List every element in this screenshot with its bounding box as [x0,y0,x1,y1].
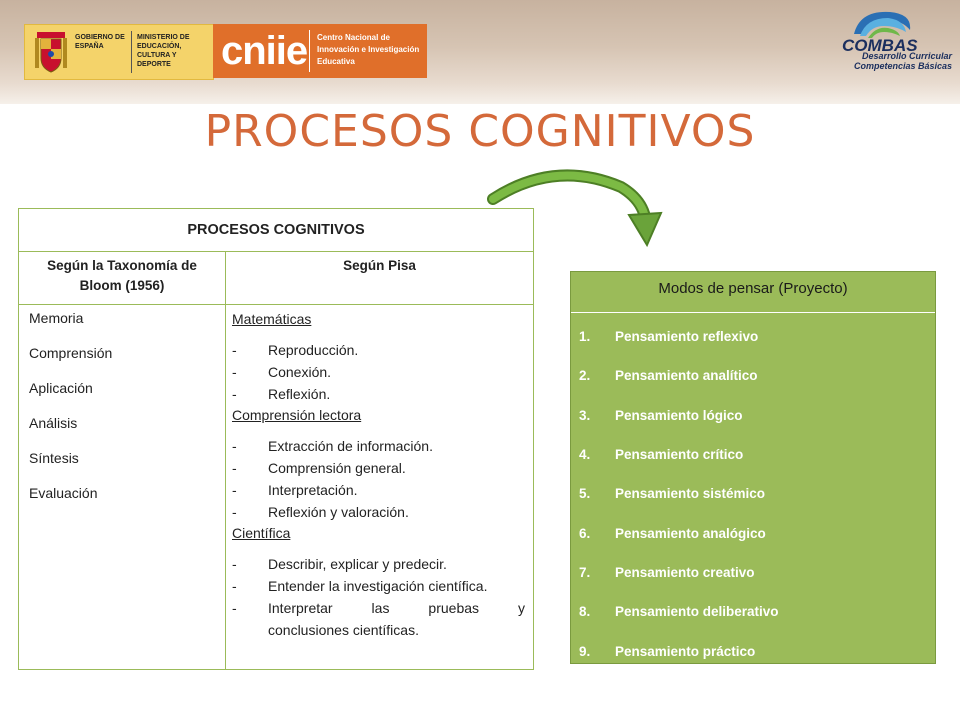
table-header: PROCESOS COGNITIVOS [19,209,534,252]
list-item-text: Describir, explicar y predecir. [268,556,447,572]
list-number: 6. [579,525,591,541]
list-item-text: Entender la investigación científica. [268,578,488,594]
spacer [232,543,525,553]
dash-marker: - [232,364,237,380]
list-item-text: Reproducción. [268,342,359,358]
list-number: 5. [579,486,591,502]
list-item: Análisis [29,415,78,431]
list-item-text: Interpretar las pruebas y [268,600,525,616]
dash-marker: - [232,578,237,594]
bloom-column-header: Según la Taxonomía de Bloom (1956) [19,252,226,305]
list-item [232,501,525,523]
spacer [232,425,525,435]
list-number: 9. [579,643,591,659]
page-title: PROCESOS COGNITIVOS [204,106,756,157]
list-item-text: Interpretación. [268,482,358,498]
list-item [232,339,525,361]
list-item: Aplicación [29,380,93,396]
ministry-label: MINISTERIO DE EDUCACIÓN, CULTURA Y DEPORTE [137,34,190,68]
list-item-label: Pensamiento creativo [615,564,755,580]
pisa-column [226,305,534,670]
dash-marker: - [232,460,237,476]
list-item [579,317,935,356]
list-item-label: Pensamiento analítico [615,368,758,384]
list-item-label: Pensamiento crítico [615,447,744,463]
dash-marker: - [232,482,237,498]
pisa-column-header: Según Pisa [226,252,534,305]
header-banner [0,0,960,104]
list-item-label: Pensamiento reflexivo [615,329,759,345]
list-item [232,435,525,457]
government-logo [24,24,214,80]
combas-wordmark: COMBAS [842,36,918,55]
math-section-title: Matemáticas [232,311,312,327]
list-item [232,553,525,575]
list-item [579,435,935,474]
reading-section-title: Comprensión lectora [232,407,362,423]
dash-marker: - [232,556,237,572]
combas-subtitle: Desarrollo Curricular Competencias Básicas [853,51,952,71]
list-item-text: Extracción de información. [268,438,433,454]
list-number: 2. [579,368,591,384]
list-number: 8. [579,604,591,620]
list-number: 1. [579,329,591,345]
list-item-continuation [232,619,525,641]
list-item [232,479,525,501]
cniie-subtitle: Centro Nacional de Innovación e Investigación Educativa [317,33,420,66]
list-item [232,575,525,597]
list-item: Evaluación [29,485,98,501]
list-item [232,361,525,383]
thinking-modes-list [571,313,935,671]
list-item [579,592,935,631]
list-item-label: Pensamiento lógico [615,407,743,423]
list-item-label: Pensamiento deliberativo [615,604,779,620]
list-item-text: Reflexión. [268,386,331,402]
dash-marker: - [232,342,237,358]
dash-marker: - [232,504,237,520]
combas-logo [832,4,952,72]
cognitive-processes-table [18,208,534,670]
list-number: 3. [579,407,591,423]
logo-divider [131,31,132,73]
list-item [579,553,935,592]
list-item [579,396,935,435]
cniie-wordmark: cniie [221,29,308,73]
list-item [579,631,935,670]
cniie-divider [309,30,310,72]
dash-marker: - [232,438,237,454]
list-item: Comprensión [29,345,113,361]
thinking-modes-header: Modos de pensar (Proyecto) [571,272,935,313]
list-number: 4. [579,447,591,463]
list-item [232,383,525,405]
science-section-title: Científica [232,525,291,541]
list-item [579,474,935,513]
bloom-column [19,305,226,670]
list-number: 7. [579,564,591,580]
list-item-text: Reflexión y valoración. [268,504,409,520]
list-item-label: Pensamiento sistémico [615,486,766,502]
list-item-label: Pensamiento práctico [615,643,756,659]
government-label: GOBIERNO DE ESPAÑA [75,34,125,50]
spacer [232,329,525,339]
spain-coat-of-arms-icon [33,30,69,74]
list-item-text: Conexión. [268,364,332,380]
list-item [579,513,935,552]
dash-marker: - [232,600,237,616]
dash-marker: - [232,386,237,402]
list-item-text: conclusiones científicas. [268,622,419,638]
list-item: Síntesis [29,450,79,466]
thinking-modes-box [570,271,936,664]
cniie-logo [213,24,427,78]
indent [232,619,268,641]
list-item [232,457,525,479]
list-item-label: Pensamiento analógico [615,525,766,541]
list-item-text: Comprensión general. [268,460,406,476]
list-item [232,597,525,619]
list-item: Memoria [29,310,84,326]
list-item [579,356,935,395]
